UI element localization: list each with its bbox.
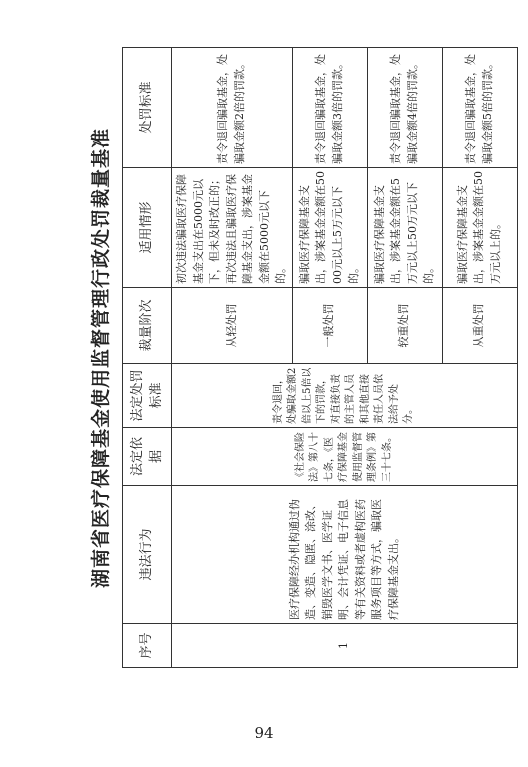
cell-circumstance: 骗取医疗保障基金支出，涉案基金金额在5万元以上50万元以下的。: [367, 168, 442, 288]
cell-penalty: 责令退回骗取基金，处骗取金额3倍的罚款。: [292, 48, 367, 168]
penalty-table: [122, 47, 518, 668]
cell-level: 从轻处罚: [172, 288, 293, 364]
header-serial: 序号: [123, 624, 172, 668]
page-title: 湖南省医疗保障基金使用监督管理行政处罚裁量基准: [90, 128, 112, 589]
cell-penalty: 责令退回骗取基金，处骗取金额2倍的罚款。: [172, 48, 293, 168]
cell-level: 较重处罚: [367, 288, 442, 364]
cell-penalty: 责令退回骗取基金，处骗取金额4倍的罚款。: [367, 48, 442, 168]
cell-violation: 医疗保障经办机构通过伪造、变造、隐匿、涂改、销毁医学文书、医学证明、会计凭证、电子信息等有关资料或者虚构医药服务项目等方式，骗取医疗保障基金支出。: [172, 486, 518, 624]
header-legal-basis: 法定依据: [123, 428, 172, 486]
table-header-row: [123, 48, 172, 668]
table-row: [172, 48, 293, 668]
cell-level: 一般处罚: [292, 288, 367, 364]
rotated-content: [80, 48, 502, 668]
header-penalty: 处罚标准: [123, 48, 172, 168]
cell-circumstance: 骗取医疗保障基金支出，涉案基金金额在5000元以上5万元以下的。: [292, 168, 367, 288]
cell-legal-basis: 《社会保险法》第八十七条，《医疗保障基金使用监督管理条例》第三十七条。: [172, 428, 518, 486]
header-statutory-penalty: 法定处罚标准: [123, 364, 172, 428]
page-number: 94: [254, 724, 274, 742]
cell-statutory-penalty: 责令退回，处骗取金额2倍以上5倍以下的罚款，对直接负责的主管人员和其他直接责任人员依法给予处分。: [172, 364, 518, 428]
cell-penalty: 责令退回骗取基金，处骗取金额5倍的罚款。: [442, 48, 517, 168]
header-violation: 违法行为: [123, 486, 172, 624]
cell-level: 从重处罚: [442, 288, 517, 364]
header-circumstance: 适用情形: [123, 168, 172, 288]
cell-circumstance: 初次违法骗取医疗保障基金支出在5000元以下，但未及时改正的；再次违法且骗取医疗保障基金支出，涉案基金金额在5000元以下的。: [172, 168, 293, 288]
cell-circumstance: 骗取医疗保障基金支出，涉案基金金额在50万元以上的。: [442, 168, 517, 288]
header-level: 裁量阶次: [123, 288, 172, 364]
cell-serial: 1: [172, 624, 518, 668]
